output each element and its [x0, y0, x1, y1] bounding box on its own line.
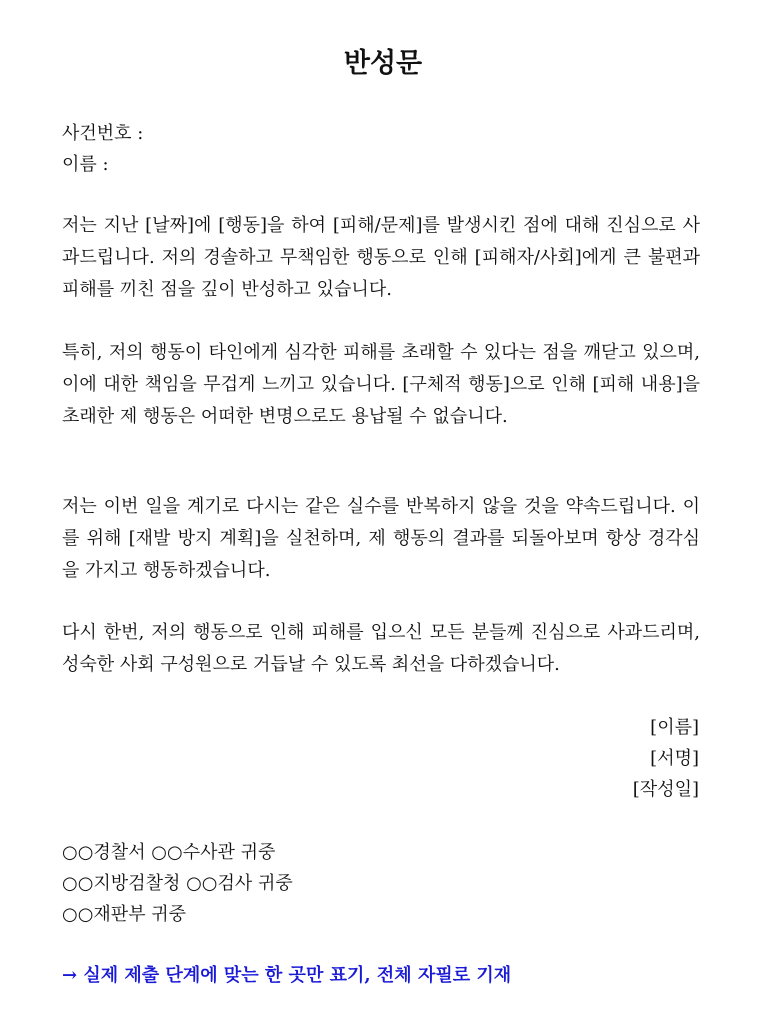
- signature-date: [작성일]: [632, 779, 699, 800]
- case-number-label: 사건번호 :: [62, 123, 144, 144]
- paragraph-apology: 저는 지난 [날짜]에 [행동]을 하여 [피해/문제]를 발생시킨 점에 대해 진심으로 사과드립니다. 저의 경솔하고 무책임한 행동으로 인해 [피해자/사회]에게 큰 불편과 피해를 끼친 점을 깊이 반성하고 있습니다.: [62, 215, 700, 300]
- signature-name: [이름]: [650, 717, 699, 738]
- recipients-block: [62, 837, 293, 930]
- document-title: 반성문: [343, 48, 423, 79]
- paragraph-responsibility: 특히, 저의 행동이 타인에게 심각한 피해를 초래할 수 있다는 점을 깨닫고 있으며, 이에 대한 책임을 무겁게 느끼고 있습니다. [구체적 행동]으로 인해 [피해 내용]을 초래한 제 행동은 어떠한 변명으로도 용납될 수 없습니다.: [62, 342, 700, 427]
- name-label: 이름 :: [62, 154, 109, 175]
- signature-sign: [서명]: [650, 748, 699, 769]
- recipient-prosecutor: ○○지방검찰청 ○○검사 귀중: [62, 873, 293, 894]
- paragraph-promise: 저는 이번 일을 계기로 다시는 같은 실수를 반복하지 않을 것을 약속드립니다. 이를 위해 [재발 방지 계획]을 실천하며, 제 행동의 결과를 되돌아보며 항상 경각심을 가지고 행동하겠습니다.: [62, 496, 700, 581]
- paragraph-closing: 다시 한번, 저의 행동으로 인해 피해를 입으신 모든 분들께 진심으로 사과드리며, 성숙한 사회 구성원으로 거듭날 수 있도록 최선을 다하겠습니다.: [62, 622, 700, 675]
- recipient-police: ○○경찰서 ○○수사관 귀중: [62, 842, 276, 863]
- header-fields: [62, 118, 702, 180]
- recipient-court: ○○재판부 귀중: [62, 904, 187, 925]
- signature-block: [633, 712, 699, 805]
- submission-note: → 실제 제출 단계에 맞는 한 곳만 표기, 전체 자필로 기재: [62, 965, 512, 986]
